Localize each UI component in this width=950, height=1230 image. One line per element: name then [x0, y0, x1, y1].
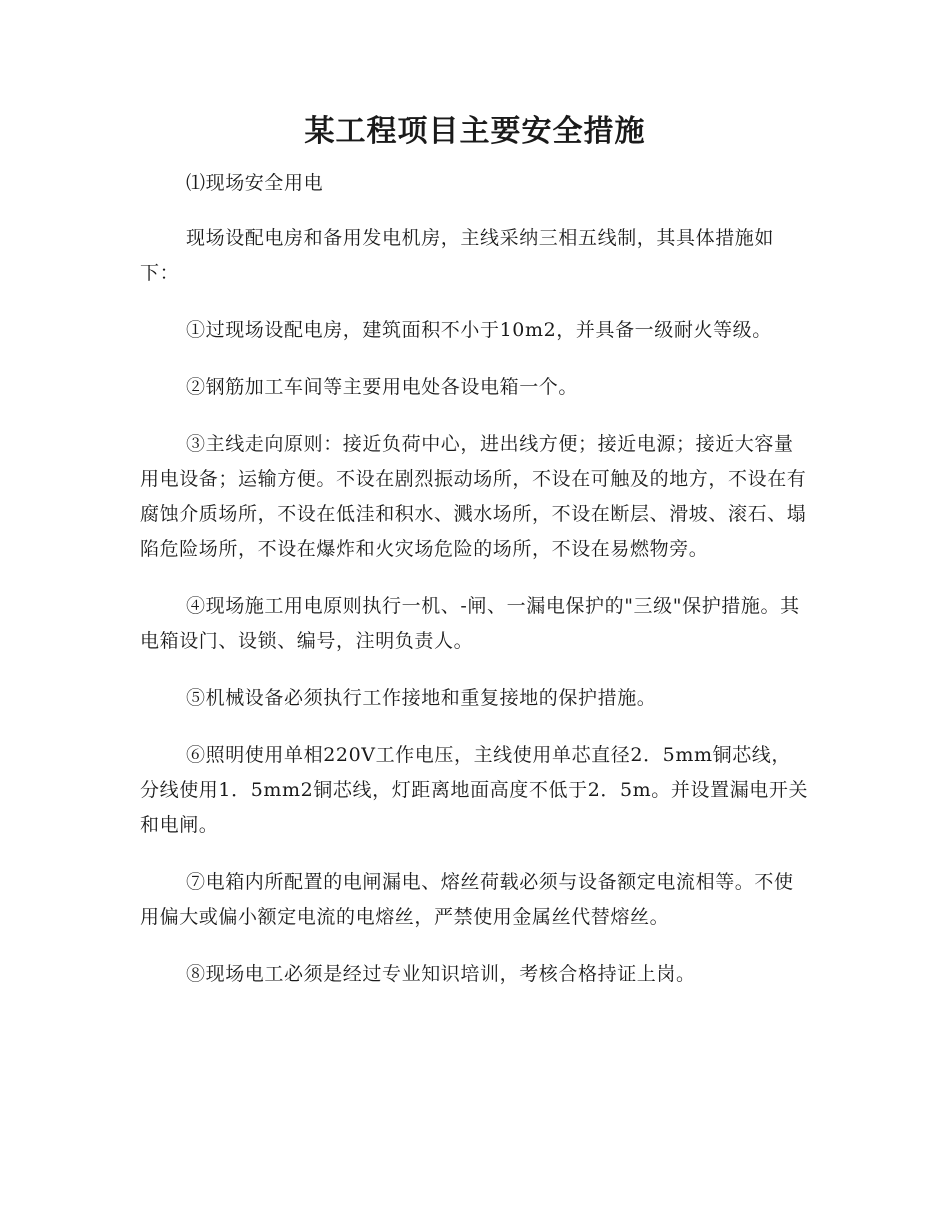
- measure-item-2: ②钢筋加工车间等主要用电处各设电箱一个。: [186, 376, 579, 398]
- measure-item-4: ④现场施工用电原则执行一机、-闸、一漏电保护的"三级"保护措施。其电箱设门、设锁、编号，注明负责人。: [140, 595, 800, 652]
- measure-item-1: ①过现场设配电房，建筑面积不小于10m2，并具备一级耐火等级。: [186, 319, 772, 341]
- measure-item-5: ⑤机械设备必须执行工作接地和重复接地的保护措施。: [186, 687, 657, 709]
- document-title: 某工程项目主要安全措施: [304, 114, 646, 149]
- intro-paragraph: 现场设配电房和备用发电机房，主线采纳三相五线制，其具体措施如下：: [140, 227, 775, 284]
- document-body: [140, 166, 810, 1014]
- measure-item-3: ③主线走向原则：接近负荷中心，进出线方便；接近电源；接近大容量用电设备；运输方便。不设在剧烈振动场所，不设在可触及的地方，不设在有腐蚀介质场所，不设在低洼和积水、溅水场所，不设在断层、滑坡、滚石、塌陷危险场所，不设在爆炸和火灾场危险的场所，不设在易燃物旁。: [140, 433, 807, 560]
- measure-item-6: ⑥照明使用单相220V工作电压，主线使用单芯直径2．5mm铜芯线，分线使用1．5mm2铜芯线，灯距离地面高度不低于2．5m。并设置漏电开关和电闸。: [140, 744, 809, 836]
- measure-item-7: ⑦电箱内所配置的电闸漏电、熔丝荷载必须与设备额定电流相等。不使用偏大或偏小额定电流的电熔丝，严禁使用金属丝代替熔丝。: [140, 871, 794, 928]
- measure-item-8: ⑧现场电工必须是经过专业知识培训，考核合格持证上岗。: [186, 963, 696, 985]
- section-heading: ⑴现场安全用电: [186, 172, 324, 194]
